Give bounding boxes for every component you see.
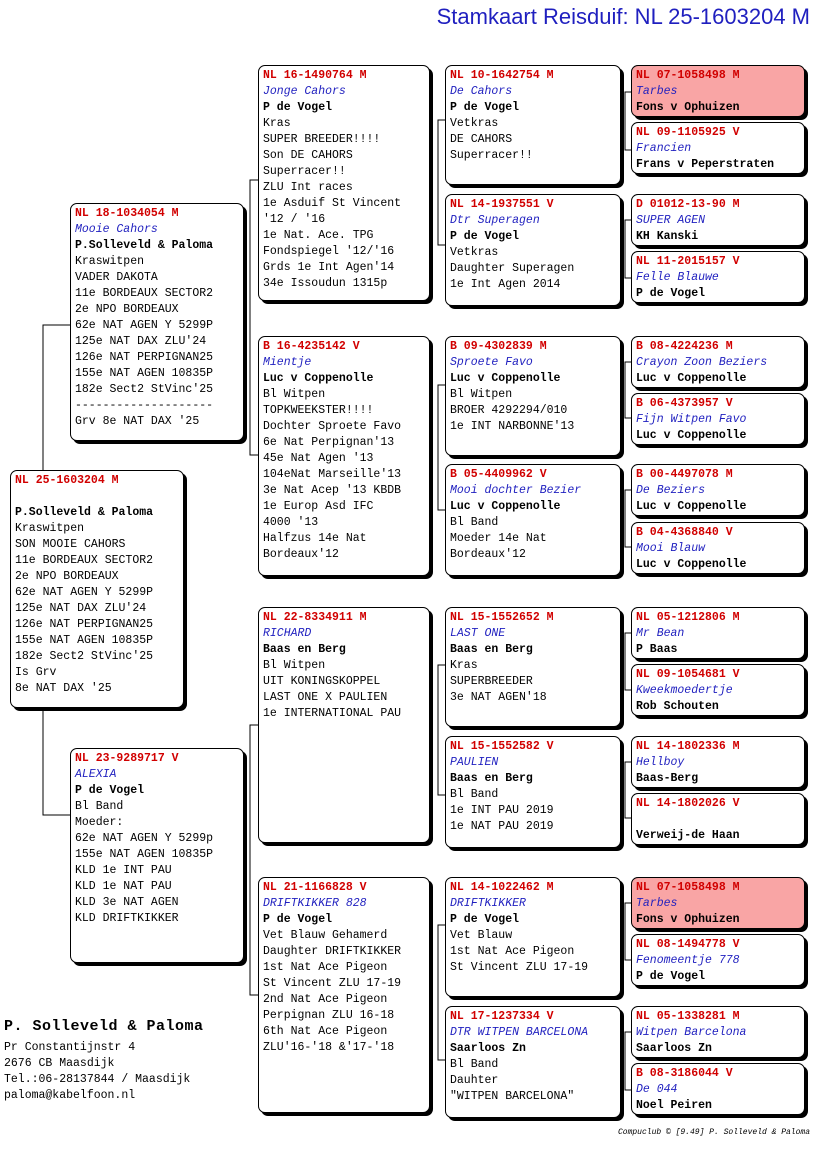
pigeon-name: De Beziers — [636, 484, 706, 497]
pigeon-name: ALEXIA — [75, 768, 117, 781]
info-line: Fondspiegel '12/'16 — [263, 245, 395, 258]
ring-number: NL 14-1937551 V — [450, 198, 554, 211]
pigeon-name: Tarbes — [636, 85, 678, 98]
ring-number: NL 08-1494778 V — [636, 938, 740, 951]
pigeon-card-gen4-5[interactable] — [631, 393, 805, 445]
info-line: Daughter DRIFTKIKKER — [263, 945, 402, 958]
ring-number: B 08-3186044 V — [636, 1067, 733, 1080]
breeder-name: Baas en Berg — [450, 643, 533, 656]
breeder-name: P de Vogel — [263, 101, 333, 114]
info-line: Son DE CAHORS — [263, 149, 353, 162]
pigeon-name: Mooi dochter Bezier — [450, 484, 582, 497]
info-line: ZLU Int races — [263, 181, 353, 194]
info-line: Bl Band — [450, 516, 499, 529]
ring-number: NL 22-8334911 M — [263, 611, 367, 624]
info-line: SON MOOIE CAHORS — [15, 538, 126, 551]
info-line: Bl Band — [75, 800, 124, 813]
info-line: St Vincent ZLU 17-19 — [263, 977, 402, 990]
info-line: Dauhter — [450, 1074, 499, 1087]
ring-number: NL 07-1058498 M — [636, 881, 740, 894]
pigeon-name: Sproete Favo — [450, 356, 533, 369]
info-line: 2e NPO BORDEAUX — [15, 570, 119, 583]
info-line: 1e NAT PAU 2019 — [450, 820, 554, 833]
breeder-name: P Baas — [636, 643, 678, 656]
info-line: Dochter Sproete Favo — [263, 420, 402, 433]
page-title: Stamkaart Reisduif: NL 25-1603204 M — [436, 4, 810, 29]
pigeon-card-gen2-3[interactable] — [258, 877, 430, 1113]
breeder-name: P de Vogel — [450, 913, 520, 926]
pigeon-name: LAST ONE — [450, 627, 506, 640]
info-line: 34e Issoudun 1315p — [263, 277, 388, 290]
info-line: Vet Blauw Gehamerd — [263, 929, 388, 942]
info-line: 155e NAT AGEN 10835P — [75, 367, 214, 380]
pigeon-card-gen3-4[interactable] — [445, 607, 621, 727]
info-line: ZLU'16-'18 &'17-'18 — [263, 1041, 395, 1054]
pigeon-card-gen4-9[interactable] — [631, 664, 805, 716]
info-line: 6th Nat Ace Pigeon — [263, 1025, 388, 1038]
info-line: 4000 '13 — [263, 516, 319, 529]
info-line: 155e NAT AGEN 10835P — [75, 848, 214, 861]
ring-number: NL 05-1212806 M — [636, 611, 740, 624]
ring-number: NL 15-1552582 V — [450, 740, 554, 753]
breeder-name: Noel Peiren — [636, 1099, 712, 1112]
ring-number: NL 21-1166828 V — [263, 881, 367, 894]
info-line: DE CAHORS — [450, 133, 513, 146]
pigeon-name: SUPER AGEN — [636, 214, 706, 227]
pigeon-name: RICHARD — [263, 627, 312, 640]
info-line: 1st Nat Ace Pigeon — [263, 961, 388, 974]
info-line: 62e NAT AGEN Y 5299P — [75, 319, 214, 332]
info-line: 3e NAT AGEN'18 — [450, 691, 547, 704]
info-line: SUPER BREEDER!!!! — [263, 133, 381, 146]
breeder-name: Luc v Coppenolle — [636, 429, 747, 442]
info-line: 1e Asduif St Vincent — [263, 197, 402, 210]
info-line: 2nd Nat Ace Pigeon — [263, 993, 388, 1006]
ring-number: NL 07-1058498 M — [636, 69, 740, 82]
info-line: 62e NAT AGEN Y 5299P — [15, 586, 154, 599]
breeder-name: Luc v Coppenolle — [450, 372, 561, 385]
info-line: "WITPEN BARCELONA" — [450, 1090, 575, 1103]
info-line: 1e INT PAU 2019 — [450, 804, 554, 817]
ring-number: NL 25-1603204 M — [15, 474, 119, 487]
breeder-name: Fons v Ophuizen — [636, 913, 740, 926]
info-line: Bl Witpen — [263, 659, 326, 672]
breeder-name: P de Vogel — [450, 101, 520, 114]
owner-address: Pr Constantijnstr 4 — [4, 1041, 136, 1054]
info-line: 155e NAT AGEN 10835P — [15, 634, 154, 647]
pigeon-card-gen4-12[interactable] — [631, 877, 805, 929]
pigeon-card-gen4-3[interactable] — [631, 251, 805, 303]
breeder-name: Verweij-de Haan — [636, 829, 740, 842]
pigeon-card-gen3-0[interactable] — [445, 65, 621, 185]
breeder-name: Luc v Coppenolle — [636, 500, 747, 513]
info-line: UIT KONINGSKOPPEL — [263, 675, 381, 688]
pigeon-card-gen4-6[interactable] — [631, 464, 805, 516]
info-line: 126e NAT PERPIGNAN25 — [15, 618, 154, 631]
info-line: Superracer!! — [263, 165, 346, 178]
pigeon-card-gen4-11[interactable] — [631, 793, 805, 845]
ring-number: NL 15-1552652 M — [450, 611, 554, 624]
info-line: Is Grv — [15, 666, 57, 679]
info-line: 104eNat Marseille'13 — [263, 468, 402, 481]
pigeon-name: Felle Blauwe — [636, 271, 719, 284]
pigeon-name: PAULIEN — [450, 756, 499, 769]
pigeon-card-gen4-0[interactable] — [631, 65, 805, 117]
owner-email[interactable]: paloma@kabelfoon.nl — [4, 1089, 136, 1102]
pigeon-card-gen3-2[interactable] — [445, 336, 621, 456]
info-line: Vetkras — [450, 246, 499, 259]
breeder-name: Saarloos Zn — [450, 1042, 526, 1055]
info-line: LAST ONE X PAULIEN — [263, 691, 388, 704]
owner-block — [4, 1018, 204, 1104]
ring-number: B 09-4302839 M — [450, 340, 547, 353]
breeder-name: Fons v Ophuizen — [636, 101, 740, 114]
info-line: 8e NAT DAX '25 — [15, 682, 112, 695]
pigeon-card-gen3-5[interactable] — [445, 736, 621, 848]
info-line: 3e Nat Acep '13 KBDB — [263, 484, 402, 497]
info-line: TOPKWEEKSTER!!!! — [263, 404, 374, 417]
ring-number: D 01012-13-90 M — [636, 198, 740, 211]
info-line: KLD 1e NAT PAU — [75, 880, 172, 893]
info-line: 62e NAT AGEN Y 5299p — [75, 832, 214, 845]
breeder-name: P de Vogel — [636, 287, 706, 300]
ring-number: NL 23-9289717 V — [75, 752, 179, 765]
pigeon-name: Dtr Superagen — [450, 214, 540, 227]
breeder-name: Luc v Coppenolle — [263, 372, 374, 385]
owner-name: P. Solleveld & Paloma — [4, 1018, 204, 1035]
pigeon-name: Kweekmoedertje — [636, 684, 733, 697]
pigeon-name: Mooie Cahors — [75, 223, 158, 236]
info-line: Bl Witpen — [450, 388, 513, 401]
pigeon-card-gen4-15[interactable] — [631, 1063, 805, 1115]
info-line: 125e NAT DAX ZLU'24 — [15, 602, 147, 615]
info-line: 1e INT NARBONNE'13 — [450, 420, 575, 433]
breeder-name: P de Vogel — [450, 230, 520, 243]
breeder-name: Baas-Berg — [636, 772, 699, 785]
info-line: '12 / '16 — [263, 213, 326, 226]
info-line: Kras — [450, 659, 478, 672]
breeder-name: P de Vogel — [75, 784, 145, 797]
ring-number: NL 09-1105925 V — [636, 126, 740, 139]
ring-number: NL 16-1490764 M — [263, 69, 367, 82]
info-line: 126e NAT PERPIGNAN25 — [75, 351, 214, 364]
pigeon-name: Fijn Witpen Favo — [636, 413, 747, 426]
pigeon-card-mother[interactable] — [70, 748, 244, 963]
ring-number: NL 14-1802336 M — [636, 740, 740, 753]
info-line: 182e Sect2 StVinc'25 — [75, 383, 214, 396]
info-line: -------------------- — [75, 399, 214, 412]
breeder-name: P de Vogel — [263, 913, 333, 926]
ring-number: NL 17-1237334 V — [450, 1010, 554, 1023]
pigeon-card-gen4-10[interactable] — [631, 736, 805, 788]
pigeon-card-gen4-4[interactable] — [631, 336, 805, 388]
info-line: Kras — [263, 117, 291, 130]
pigeon-name: DRIFTKIKKER 828 — [263, 897, 367, 910]
info-line: Bl Witpen — [263, 388, 326, 401]
breeder-name: KH Kanski — [636, 230, 699, 243]
ring-number: B 04-4368840 V — [636, 526, 733, 539]
pigeon-card-gen2-2[interactable] — [258, 607, 430, 843]
pigeon-name — [15, 489, 179, 505]
breeder-name: Baas en Berg — [450, 772, 533, 785]
pigeon-name — [636, 812, 800, 828]
ring-number: B 16-4235142 V — [263, 340, 360, 353]
info-line: 1st Nat Ace Pigeon — [450, 945, 575, 958]
info-line: KLD 3e NAT AGEN — [75, 896, 179, 909]
info-line: Halfzus 14e Nat — [263, 532, 367, 545]
breeder-name: Luc v Coppenolle — [636, 558, 747, 571]
ring-number: B 08-4224236 M — [636, 340, 733, 353]
info-line: 6e Nat Perpignan'13 — [263, 436, 395, 449]
pigeon-name: Mientje — [263, 356, 312, 369]
info-line: Bl Band — [450, 788, 499, 801]
ring-number: B 06-4373957 V — [636, 397, 733, 410]
info-line: 45e Nat Agen '13 — [263, 452, 374, 465]
breeder-name: Saarloos Zn — [636, 1042, 712, 1055]
pigeon-card-father[interactable] — [70, 203, 244, 441]
pigeon-card-gen2-1[interactable] — [258, 336, 430, 576]
pigeon-card-gen4-7[interactable] — [631, 522, 805, 574]
info-line: Bordeaux'12 — [450, 548, 526, 561]
ring-number: NL 11-2015157 V — [636, 255, 740, 268]
info-line: Grv 8e NAT DAX '25 — [75, 415, 200, 428]
pigeon-name: Tarbes — [636, 897, 678, 910]
pigeon-card-gen4-2[interactable] — [631, 194, 805, 246]
info-line: 182e Sect2 StVinc'25 — [15, 650, 154, 663]
pigeon-name: DTR WITPEN BARCELONA — [450, 1026, 589, 1039]
info-line: 1e INTERNATIONAL PAU — [263, 707, 402, 720]
info-line: Daughter Superagen — [450, 262, 575, 275]
info-line: Grds 1e Int Agen'14 — [263, 261, 395, 274]
pigeon-name: Jonge Cahors — [263, 85, 346, 98]
ring-number: NL 14-1022462 M — [450, 881, 554, 894]
breeder-name: P.Solleveld & Paloma — [75, 239, 214, 252]
info-line: Vetkras — [450, 117, 499, 130]
info-line: St Vincent ZLU 17-19 — [450, 961, 589, 974]
pigeon-name: Mooi Blauw — [636, 542, 706, 555]
pigeon-card-gen3-7[interactable] — [445, 1006, 621, 1118]
info-line: VADER DAKOTA — [75, 271, 158, 284]
info-line: Kraswitpen — [15, 522, 85, 535]
ring-number: NL 18-1034054 M — [75, 207, 179, 220]
info-line: Bl Band — [450, 1058, 499, 1071]
pigeon-name: Francien — [636, 142, 692, 155]
pigeon-name: Mr Bean — [636, 627, 685, 640]
info-line: Moeder 14e Nat — [450, 532, 547, 545]
pigeon-name: Witpen Barcelona — [636, 1026, 747, 1039]
pigeon-card-subject[interactable] — [10, 470, 184, 708]
pigeon-card-gen3-6[interactable] — [445, 877, 621, 997]
breeder-name: Baas en Berg — [263, 643, 346, 656]
pigeon-name: Hellboy — [636, 756, 685, 769]
owner-postcode: 2676 CB Maasdijk — [4, 1057, 115, 1070]
ring-number: NL 09-1054681 V — [636, 668, 740, 681]
info-line: Vet Blauw — [450, 929, 513, 942]
ring-number: B 05-4409962 V — [450, 468, 547, 481]
info-line: Kraswitpen — [75, 255, 145, 268]
pigeon-card-gen4-1[interactable] — [631, 122, 805, 174]
info-line: Bordeaux'12 — [263, 548, 339, 561]
pigeon-card-gen4-14[interactable] — [631, 1006, 805, 1058]
pigeon-card-gen2-0[interactable] — [258, 65, 430, 301]
breeder-name: Frans v Peperstraten — [636, 158, 775, 171]
info-line: Moeder: — [75, 816, 124, 829]
pigeon-name: DRIFTKIKKER — [450, 897, 526, 910]
info-line: KLD DRIFTKIKKER — [75, 912, 179, 925]
info-line: 125e NAT DAX ZLU'24 — [75, 335, 207, 348]
info-line: 11e BORDEAUX SECTOR2 — [15, 554, 154, 567]
ring-number: NL 05-1338281 M — [636, 1010, 740, 1023]
breeder-name: Luc v Coppenolle — [450, 500, 561, 513]
info-line: Superracer!! — [450, 149, 533, 162]
pigeon-card-gen4-8[interactable] — [631, 607, 805, 659]
info-line: KLD 1e INT PAU — [75, 864, 172, 877]
ring-number: NL 14-1802026 V — [636, 797, 740, 810]
ring-number: B 00-4497078 M — [636, 468, 733, 481]
pigeon-name: De Cahors — [450, 85, 513, 98]
owner-phone: Tel.:06-28137844 / Maasdijk — [4, 1073, 191, 1086]
breeder-name: Luc v Coppenolle — [636, 372, 747, 385]
pigeon-name: Fenomeentje 778 — [636, 954, 740, 967]
info-line: 1e Europ Asd IFC — [263, 500, 374, 513]
info-line: BROER 4292294/010 — [450, 404, 568, 417]
info-line: 11e BORDEAUX SECTOR2 — [75, 287, 214, 300]
info-line: 1e Nat. Ace. TPG — [263, 229, 374, 242]
info-line: SUPERBREEDER — [450, 675, 533, 688]
info-line: 1e Int Agen 2014 — [450, 278, 561, 291]
info-line: Perpignan ZLU 16-18 — [263, 1009, 395, 1022]
breeder-name: Rob Schouten — [636, 700, 719, 713]
info-line: 2e NPO BORDEAUX — [75, 303, 179, 316]
footer-credit: Compuclub © [9.49] P. Solleveld & Paloma — [617, 1128, 810, 1137]
pigeon-name: De 044 — [636, 1083, 678, 1096]
breeder-name: P.Solleveld & Paloma — [15, 506, 154, 519]
breeder-name: P de Vogel — [636, 970, 706, 983]
pigeon-name: Crayon Zoon Beziers — [636, 356, 768, 369]
pigeon-card-gen3-1[interactable] — [445, 194, 621, 306]
pigeon-card-gen3-3[interactable] — [445, 464, 621, 576]
ring-number: NL 10-1642754 M — [450, 69, 554, 82]
pigeon-card-gen4-13[interactable] — [631, 934, 805, 986]
